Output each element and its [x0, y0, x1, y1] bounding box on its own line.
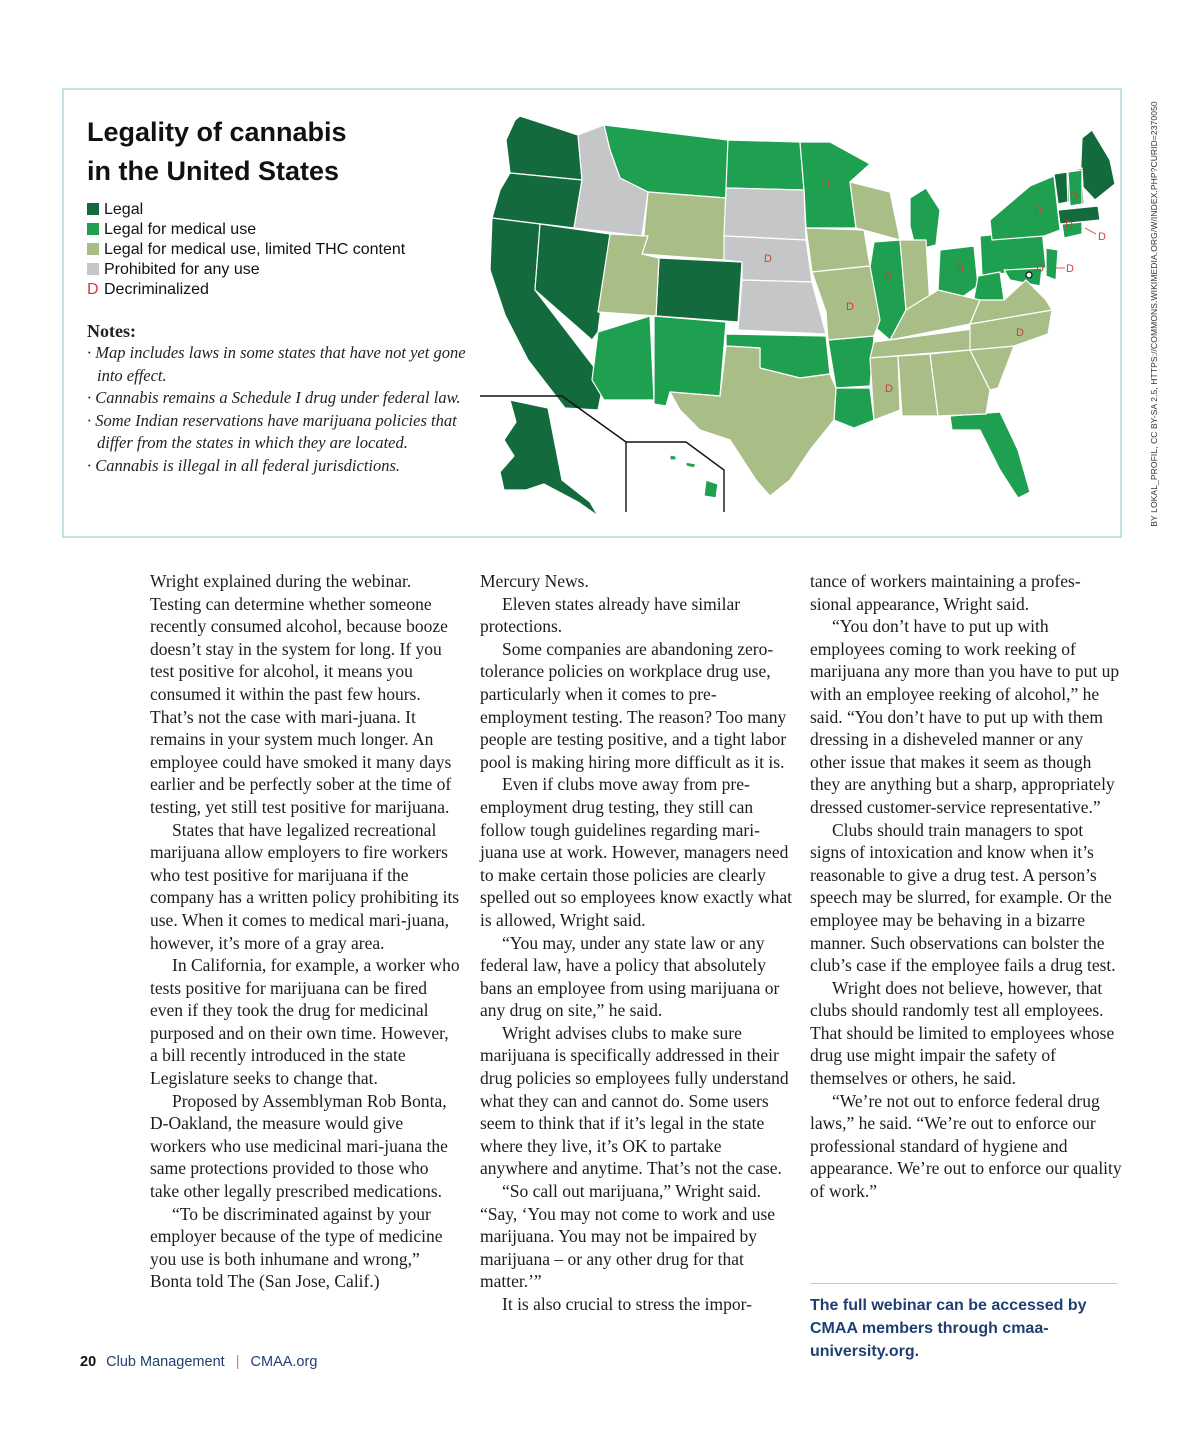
map-title-line2: in the United States [87, 156, 340, 186]
decriminalized-mark-delaware: D [1066, 263, 1074, 275]
legend-item-legal [87, 200, 405, 220]
paragraph: Eleven states already have similar protections. [480, 593, 741, 637]
map-legend [87, 200, 405, 300]
legend-label: Legal for medical use [104, 221, 257, 238]
legend-label: Legal [104, 201, 144, 218]
state-new-york [990, 176, 1060, 240]
paragraph: Wright explained during the webinar. Testing can determine whether someone recently consumed alcohol, because booze doesn’t stay in the system for long. If you test positive for alcohol, it means you consumed it within the past few hours. That’s not the case with mari-juana. It remains in your system much longer. An employee could have smoked it many days earlier and be perfectly sober at the time of testing, yet still test positive for marijuana. [150, 571, 452, 817]
state-wyoming [642, 192, 726, 260]
paragraph: “So call out marijuana,” Wright said. “Say, ‘You may not come to work and use marijuana. You may not be impaired by marijuana – or any other drug for that matter.’” [480, 1181, 776, 1292]
paragraph: “To be discriminated against by your employer because of the type of medicine you use is both inhumane and wrong,” Bonta told The (San Jose, Calif.) [150, 1203, 443, 1292]
state-hawaii [670, 455, 718, 498]
state-alaska [500, 400, 598, 516]
paragraph: Even if clubs move away from pre-employment drug testing, they still can follow tough guidelines regarding mari-juana use at work. However, managers need to make certain those policies are clearly spelled out so employees know exactly what is allowed, Wright said. [480, 774, 793, 930]
decriminalized-mark-rhode-island: D [1098, 231, 1106, 243]
decriminalized-mark-missouri: D [846, 301, 854, 313]
note-item: · Some Indian reservations have marijuana policies that differ from the states in which they are located. [87, 410, 457, 452]
callout-line-ri [1085, 228, 1096, 234]
state-louisiana [834, 388, 874, 428]
state-colorado [656, 258, 742, 322]
notes-title: Notes: [87, 321, 136, 341]
legend-item-limited-thc [87, 240, 405, 260]
webinar-callout: The full webinar can be accessed by CMAA members through cmaa-university.org. [810, 1297, 1087, 1360]
legend-item-prohibited [87, 260, 405, 280]
state-florida [950, 412, 1030, 498]
paragraph: Mercury News. [480, 571, 589, 591]
paragraph: tance of workers maintaining a profes-sional appearance, Wright said. [810, 571, 1081, 614]
note-item: · Cannabis remains a Schedule I drug under federal law. [87, 388, 461, 407]
state-new-mexico [654, 316, 726, 406]
photo-credit [1147, 88, 1161, 540]
us-cannabis-map [470, 100, 1130, 520]
publication-name: Club Management [106, 1354, 225, 1370]
callout-divider [810, 1283, 1117, 1284]
state-north-dakota [726, 140, 804, 190]
legend-swatch [87, 223, 99, 235]
paragraph: “You may, under any state law or any federal law, have a policy that absolutely bans an employee from using marijuana or any drug on site,” he said. [480, 932, 780, 1021]
footer-separator: | [235, 1354, 240, 1370]
note-item: · Cannabis is illegal in all federal jurisdictions. [87, 455, 401, 475]
decriminalized-mark-nebraska: D [764, 253, 772, 265]
legend-label: Decriminalized [104, 281, 209, 298]
decriminalized-mark-vermont: D [1065, 219, 1073, 231]
legend-label: Legal for medical use, limited THC content [104, 241, 406, 258]
decriminalized-mark-mississippi: D [885, 383, 893, 395]
article-column-3 [810, 570, 1122, 1203]
state-washington [506, 116, 582, 180]
decriminalized-mark-illinois: D [884, 271, 892, 283]
legend-swatch [87, 203, 99, 215]
article-column-2 [480, 570, 792, 1316]
decriminalized-mark-minnesota: D [822, 179, 830, 191]
state-arizona [592, 316, 654, 400]
state-kansas [738, 280, 826, 334]
decriminalized-mark: D [87, 281, 99, 298]
paragraph: Clubs should train managers to spot signs of intoxication and know when it’s reasonable to give a drug test. A person’s speech may be slurred, for example. Or the employee may be behaving in a bizarre manner. Such observations can bolster the club’s case if the employee fails a drug test. [810, 819, 1116, 976]
paragraph: States that have legalized recreational marijuana allow employers to fire workers who test positive for marijuana if the company has a written policy prohibiting its use. When it comes to medical mari-juana, however, it’s more of a gray area. [150, 819, 460, 953]
legend-label: Prohibited for any use [104, 261, 260, 278]
state-iowa [806, 228, 870, 272]
paragraph: It is also crucial to stress the impor- [502, 1294, 752, 1314]
page-footer [80, 1354, 317, 1370]
state-new-jersey [1046, 248, 1058, 280]
site-link[interactable]: CMAA.org [250, 1354, 318, 1370]
legend-swatch [87, 243, 99, 255]
paragraph: Wright advises clubs to make sure marijuana is specifically addressed in their drug policies so employees fully understand what they can and cannot do. Some users seem to think that if it’s legal in the state where they live, it’s OK to partake anywhere and anytime. That’s not the case. [480, 1022, 789, 1179]
map-title [87, 113, 487, 191]
dc-marker [1026, 272, 1032, 278]
state-arkansas [828, 336, 874, 388]
legend-swatch [87, 263, 99, 275]
map-notes [87, 320, 477, 477]
note-item: · Map includes laws in some states that have not yet gone into effect. [87, 343, 466, 385]
paragraph: In California, for example, a worker who tests positive for marijuana can be fired even if they took the drug for medicinal purposed and on their own time. However, a bill recently introduced in the state Legislature seeks to change that. [150, 955, 460, 1089]
paragraph: “We’re not out to enforce federal drug laws,” he said. “We’re out to enforce our professional standard of hygiene and appearance. We’re out to enforce our quality of work.” [810, 1090, 1122, 1202]
state-south-dakota [724, 188, 806, 240]
decriminalized-mark-new-hampshire: D [1070, 191, 1078, 203]
inset-line-hawaii [626, 442, 724, 512]
paragraph: Proposed by Assemblyman Rob Bonta, D-Oakland, the measure would give workers who use medicinal mari-juana the same protections provided to those who take other legally prescribed medications. [150, 1090, 448, 1202]
decriminalized-mark-maryland: D [1036, 263, 1044, 275]
page-number: 20 [80, 1354, 97, 1370]
photo-credit-text: BY LOKAL_PROFIL, CC BY-SA 2.5, HTTPS://COMMONS.WIKIMEDIA.ORG/W/INDEX.PHP?CURID=2370050 [1149, 101, 1159, 527]
article-column-1 [150, 570, 460, 1293]
map-title-line1: Legality of cannabis [87, 117, 347, 147]
legend-item-medical [87, 220, 405, 240]
decriminalized-mark-north-carolina: D [1016, 327, 1024, 339]
legend-item-decriminalized [87, 280, 405, 300]
state-maine [1080, 130, 1115, 200]
decriminalized-mark-ohio: D [956, 263, 964, 275]
paragraph: Some companies are abandoning zero-tolerance policies on workplace drug use, particularly when it comes to pre-employment testing. The reason? Too many people are testing positive, and a tight labor pool is making hiring more difficult as it is. [480, 638, 787, 772]
decriminalized-mark-new-york: D [1034, 205, 1042, 217]
paragraph: “You don’t have to put up with employees coming to work reeking of marijuana any more than you have to put up with an employee reeking of alcohol,” he said. “You don’t have to put up with them dressing in a disheveled manner or any other issue that makes it seem as though they are anything but a sharp, appropriately dressed customer-service representative.” [810, 616, 1120, 817]
paragraph: Wright does not believe, however, that clubs should randomly test all employees. That should be limited to employees whose drug use might impair the safety of themselves or others, he said. [810, 977, 1115, 1089]
